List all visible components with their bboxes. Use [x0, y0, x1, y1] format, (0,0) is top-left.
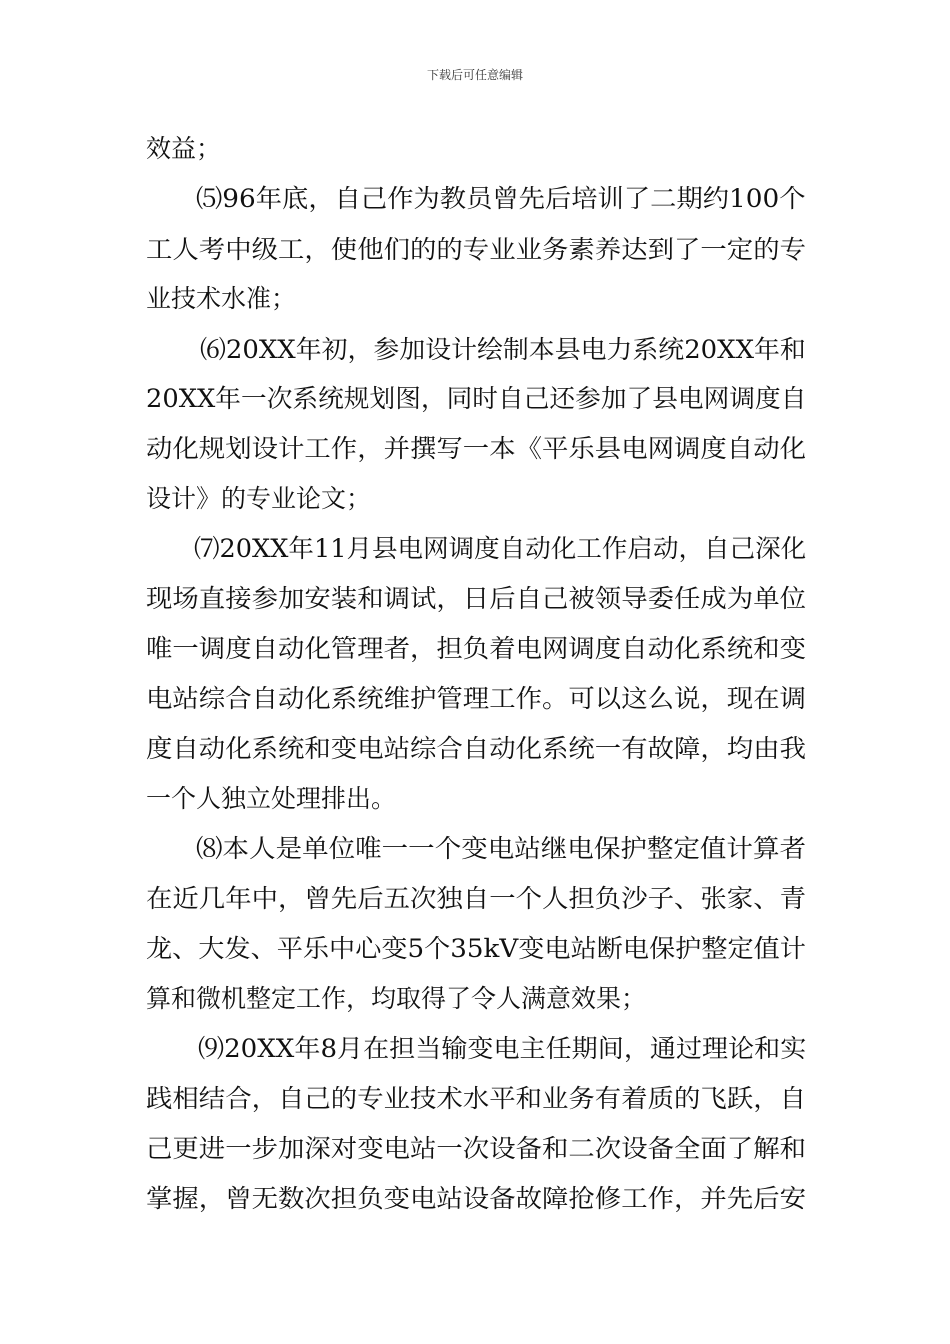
- body-line: 践相结合，自己的专业技术水平和业务有着质的飞跃，自: [146, 1084, 807, 1113]
- body-line: 掌握，曾无数次担负变电站设备故障抢修工作，并先后安: [146, 1184, 807, 1213]
- body-line: ⑻本人是单位唯一一个变电站继电保护整定值计算者: [196, 834, 807, 863]
- body-line: 动化规划设计工作，并撰写一本《平乐县电网调度自动化: [146, 434, 807, 463]
- body-line: 业技术水准；: [146, 284, 297, 313]
- body-line: 在近几年中，曾先后五次独自一个人担负沙子、张家、青: [146, 884, 807, 913]
- body-line: ⑼20XX年8月在担当输变电主任期间，通过理论和实: [198, 1034, 807, 1063]
- body-line: ⑸96年底，自己作为教员曾先后培训了二期约100个: [196, 184, 806, 213]
- body-line: 龙、大发、平乐中心变5个35kV变电站断电保护整定值计: [146, 934, 806, 963]
- body-line: 算和微机整定工作，均取得了令人满意效果；: [146, 984, 647, 1013]
- body-line: 20XX年一次系统规划图，同时自己还参加了县电网调度自: [146, 384, 807, 413]
- body-line: 现场直接参加安装和调试，日后自己被领导委任成为单位: [146, 584, 807, 613]
- body-line: 唯一调度自动化管理者，担负着电网调度自动化系统和变: [146, 634, 807, 663]
- body-line: 工人考中级工，使他们的的专业业务素养达到了一定的专: [146, 235, 807, 264]
- body-line: 电站综合自动化系统维护管理工作。可以这么说，现在调: [146, 684, 807, 713]
- body-line: 度自动化系统和变电站综合自动化系统一有故障，均由我: [146, 734, 807, 763]
- page-header: 下载后可任意编辑: [426, 68, 523, 82]
- body-line: 己更进一步加深对变电站一次设备和二次设备全面了解和: [146, 1134, 807, 1163]
- body-line: ⑺20XX年11月县电网调度自动化工作启动，自己深化: [194, 534, 807, 563]
- body-line: 一个人独立处理排出。: [146, 784, 397, 813]
- body-line: 设计》的专业论文；: [146, 484, 372, 513]
- body-line: 效益；: [146, 134, 222, 163]
- body-line: ⑹20XX年初，参加设计绘制本县电力系统20XX年和: [200, 335, 806, 364]
